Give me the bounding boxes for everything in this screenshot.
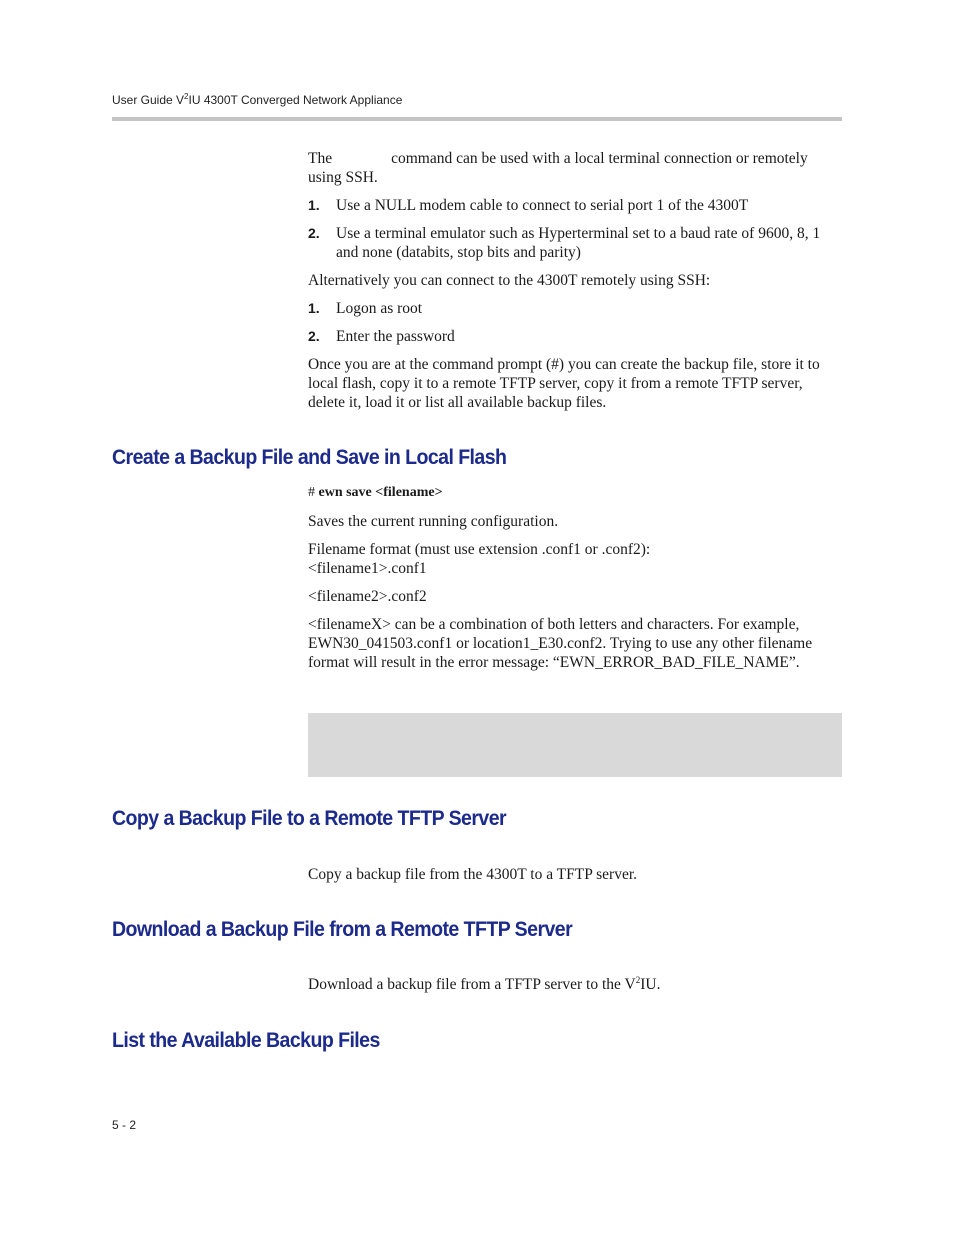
create-desc: Saves the current running configuration.	[308, 513, 559, 530]
section-heading-copy: Copy a Backup File to a Remote TFTP Server	[112, 807, 507, 830]
intro-paragraph	[308, 149, 842, 187]
download-text-rest: IU.	[640, 976, 661, 993]
command-text: ewn save <filename>	[318, 485, 443, 500]
prompt-paragraph: Once you are at the command prompt (#) you can create the backup file, store it to local flash, copy it to a remote TFTP server, copy it from a remote TFTP server, delete it, load it or list all available backup files.	[308, 356, 820, 411]
alt-paragraph: Alternatively you can connect to the 4300T remotely using SSH:	[308, 272, 711, 289]
step-number: 2.	[308, 225, 320, 241]
step-text: Logon as root	[336, 300, 423, 317]
filename-format	[308, 540, 842, 578]
note-box	[308, 713, 842, 777]
section-heading-download: Download a Backup File from a Remote TFTP Server	[112, 918, 573, 941]
step-text: Use a NULL modem cable to connect to serial port 1 of the 4300T	[336, 197, 749, 214]
step-text: Enter the password	[336, 328, 455, 345]
download-superscript: 2	[635, 974, 641, 985]
step-number: 2.	[308, 328, 320, 344]
page-number: 5 - 2	[112, 1118, 137, 1132]
download-desc	[308, 975, 842, 994]
step-text: Use a terminal emulator such as Hyperterminal set to a baud rate of 9600, 8, 1 and none (databits, stop bits and parity)	[336, 225, 821, 261]
filename-explain: <filenameX> can be a combination of both letters and characters. For example, EWN30_041503.conf1 or location1_E30.conf2. Trying to use any other filename format will result in the error message: “EWN_ERROR_BAD_FILE_NAME”.	[308, 616, 813, 671]
command-prompt: #	[308, 485, 315, 500]
format-line: Filename format (must use extension .conf1 or .conf2):	[308, 541, 651, 558]
section-heading-list: List the Available Backup Files	[112, 1029, 380, 1052]
format-line-2: <filename2>.conf2	[308, 588, 427, 605]
command-line	[308, 485, 443, 501]
download-text: Download a backup file from a TFTP server to the V	[308, 976, 636, 993]
intro-rest: command can be used with a local terminal connection or remotely using SSH.	[308, 150, 808, 186]
copy-desc: Copy a backup file from the 4300T to a TFTP server.	[308, 866, 638, 883]
running-header	[112, 93, 402, 107]
section-heading-create: Create a Backup File and Save in Local Flash	[112, 446, 507, 469]
format-line: <filename1>.conf1	[308, 560, 427, 577]
intro-the: The	[308, 150, 333, 167]
header-rule	[112, 117, 842, 121]
step-number: 1.	[308, 300, 320, 316]
header-superscript: 2	[184, 92, 189, 101]
header-text: User Guide V	[112, 93, 185, 107]
step-number: 1.	[308, 197, 320, 213]
header-text-rest: IU 4300T Converged Network Appliance	[188, 93, 403, 107]
